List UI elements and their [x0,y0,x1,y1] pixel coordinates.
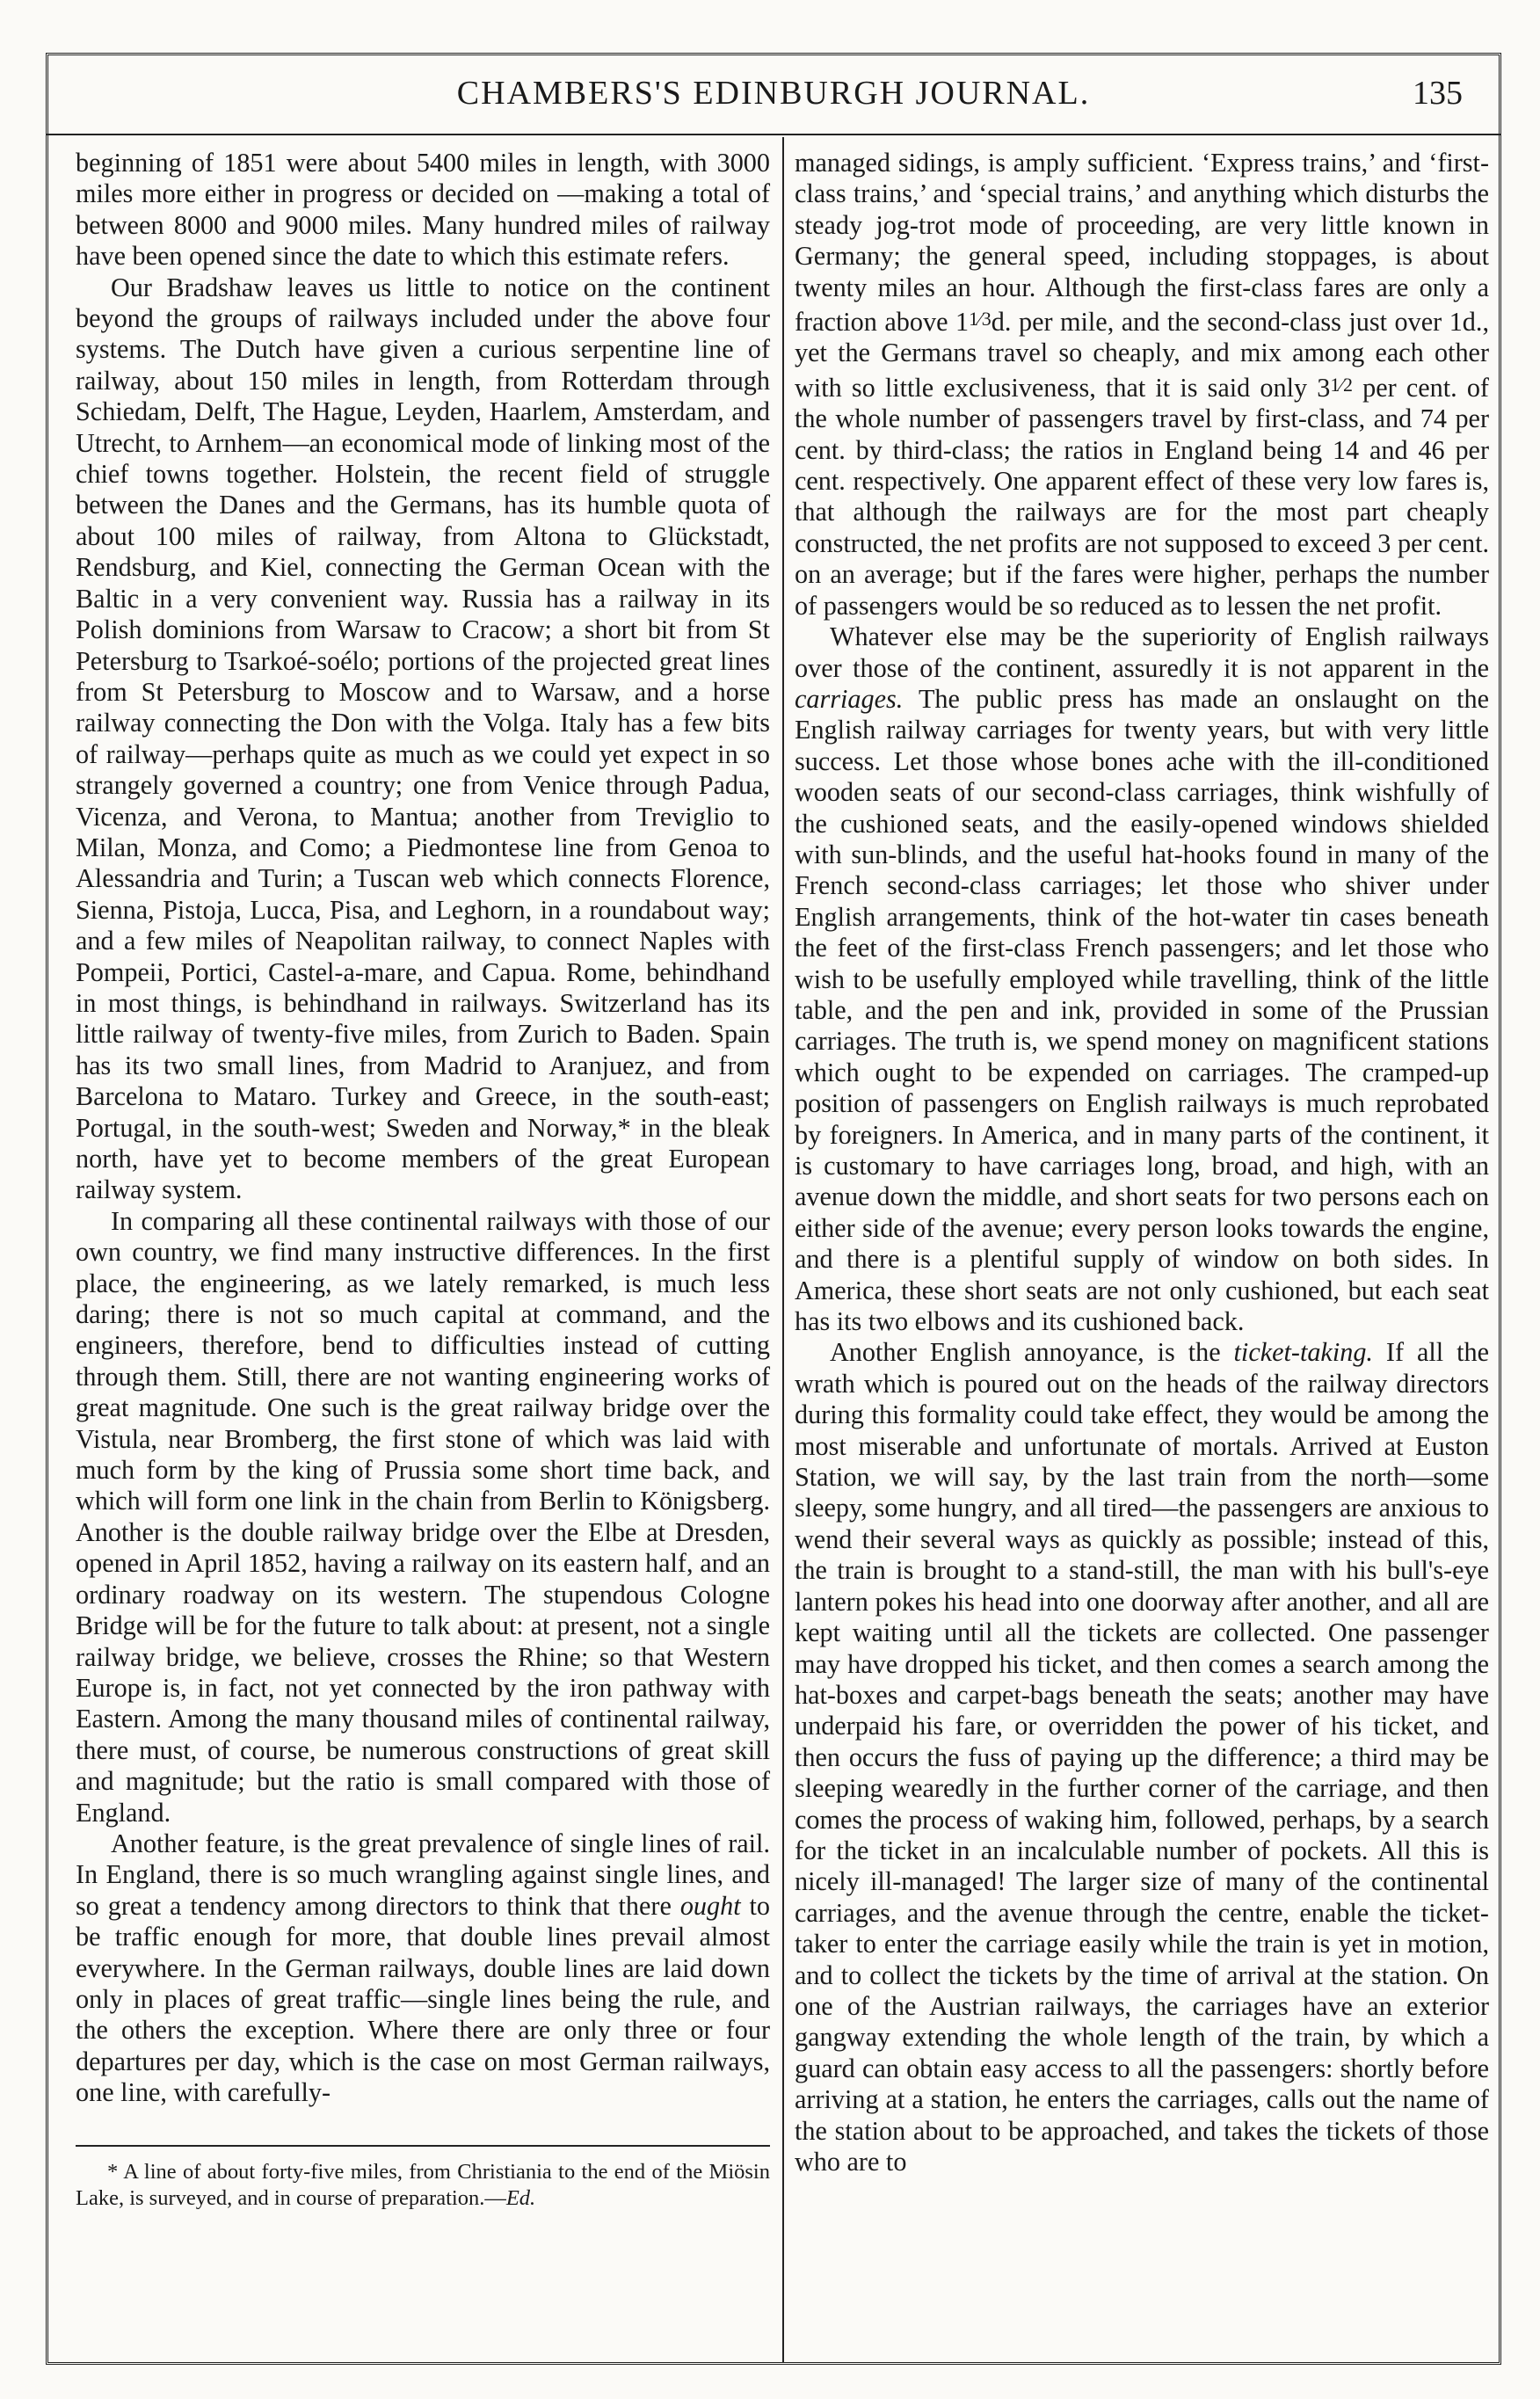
journal-title: CHAMBERS'S EDINBURGH JOURNAL. [456,75,1091,112]
paragraph [795,1337,1489,2177]
text-run: Another feature, is the great prevalence of single lines of rail. In England, there is so much wrangling against single lines, and so great a tendency among directors to think that there [76,1828,770,1921]
emphasis: carriages. [795,683,904,714]
paragraph [795,622,1489,1337]
column-divider [782,137,784,2363]
footnote-rule [76,2145,770,2147]
paragraph: beginning of 1851 were about 5400 miles in length, with 3000 miles more either in progress or decided on —making a total of between 8000 and 9000 miles. Many hundred miles of railway have been opened since the date to which this estimate refers. [76,148,770,272]
text-run: managed sidings, is amply sufficient. ‘Express trains,’ and ‘first-class trains,’ and ‘special trains,’ and anything which disturbs the steady jog-trot mode of proceeding, are very little known in Germany; the general speed, including stoppages, is about twenty miles an hour. Although the first-class fares are only a fraction above 1 [795,148,1489,338]
paragraph [76,1828,770,2109]
text-run: per cent. of the whole number of passengers travel by first-class, and 74 per cent. by third-class; the ratios in England being 14 and 46 per cent. respectively. One apparent effect of these very low fares is, that although the railways are for the most part cheaply constructed, the net profits are not supposed to exceed 3 per cent. on an average; but if the fares were higher, perhaps the number of passengers would be so reduced as to lessen the net profit. [795,372,1489,621]
footnote [76,2159,770,2212]
text-run: If all the wrath which is poured out on the heads of the railway directors during this formality could take effect, they would be among the most miserable and unfortunate of mortals. Arrived at Euston Station, we will say, by the last train from the north—some sleepy, some hungry, and all tired—the passengers are anxious to wend their several ways as quickly as possible; instead of this, the train is brought to a stand-still, the man with his bull's-eye lantern pokes his head into one doorway after another, and all are kept waiting until all the tickets are collected. One passenger may have dropped his ticket, and then comes a search among the hat-boxes and carpet-bags beneath the seats; another may have underpaid his fare, or overridden the power of his ticket, and then occurs the fuss of paying up the difference; a third may be sleeping wearedly in the further corner of the carriage, and then comes the process of waking him, followed, perhaps, by a search for the ticket in an incalculable number of pockets. All this is nicely ill-managed! The larger size of many of the continental carriages, and the avenue through the centre, enable the ticket-taker to enter the carriage easily while the train is yet in motion, and to collect the tickets by the time of arrival at the station. On one of the Austrian railways, the carriages have an exterior gangway extending the whole length of the train, by which a guard can obtain easy access to all the passengers: shortly before arriving at a station, he enters the carriages, calls out the name of the station about to be approached, and takes the tickets of those who are to [795,1337,1489,2177]
text-run: The public press has made an onslaught on the English railway carriages for twenty years, but with very little success. Let those whose bones ache with the ill-conditioned wooden seats of our second-class carriages, think wishfully of the cushioned seats, and the easily-opened windows shielded with sun-blinds, and the useful hat-hooks found in many of the French second-class carriages; let those who shiver under English arrangements, think of the hot-water tin cases beneath the feet of the first-class French passengers; and let those who wish to be usefully employed while travelling, think of the little table, and the pen and ink, provided in some of the Prussian carriages. The truth is, we spend money on magnificent stations which ought to be expended on carriages. The cramped-up position of passengers on English railways is much reprobated by foreigners. In America, and in many parts of the continent, it is customary to have carriages long, broad, and high, with an avenue down the middle, and short seats for two persons each on either side of the avenue; every person looks towards the engine, and there is a plentiful supply of window on both sides. In America, these short seats are not only cushioned, but each seat has its two elbows and its cushioned back. [795,683,1489,1337]
emphasis: ought [679,1890,741,1921]
text-run: Another English annoyance, is the [830,1337,1234,1368]
running-header [46,55,1501,135]
footnote-editor: Ed. [505,2186,536,2210]
emphasis: ticket-taking. [1233,1337,1373,1368]
paragraph: In comparing all these continental railways with those of our own country, we find many instructive differences. In the first place, the engineering, as we lately remarked, is much less daring; there is not so much capital at command, and the engineers, therefore, bend to difficulties instead of cutting through them. Still, there are not wanting engineering works of great magnitude. One such is the great railway bridge over the Vistula, near Bromberg, the first stone of which was laid with much form by the king of Prussia some short time back, and which will form one link in the chain from Berlin to Königsberg. Another is the double railway bridge over the Elbe at Dresden, opened in April 1852, having a railway on its eastern half, and an ordinary roadway on its western. The stupendous Cologne Bridge will be for the future to talk about: at present, not a single railway bridge, we believe, crosses the Rhine; so that Western Europe is, in fact, not yet connected by the iron pathway with Eastern. Among the many thousand miles of continental railway, there must, of course, be numerous constructions of great skill and magnitude; but the ratio is small compared with those of England. [76,1205,770,1828]
fraction: 1⁄3 [969,308,992,331]
fraction: 1⁄2 [1330,373,1354,396]
page-number: 135 [1413,75,1463,112]
text-run: Whatever else may be the superiority of English railways over those of the continent, assuredly it is not apparent in the [795,622,1489,683]
footnote-text: * A line of about forty-five miles, from Christiania to the end of the Miösin Lake, is surveyed, and in course of preparation.— [76,2160,770,2210]
paragraph [795,148,1489,622]
text-run: d. per mile, and the second-class just over 1d., yet the Germans travel so cheaply, and mix among each other with so little exclusiveness, that it is said only 3 [795,307,1489,403]
right-column [795,148,1489,2177]
text-run: to be traffic enough for more, that double lines prevail almost everywhere. In the German railways, double lines are laid down only in places of great traffic—single lines being the rule, and the others the exception. Where there are only three or four departures per day, which is the case on most German railways, one line, with carefully- [76,1890,770,2108]
paragraph: Our Bradshaw leaves us little to notice on the continent beyond the groups of railways included under the above four systems. The Dutch have given a curious serpentine line of railway, about 150 miles in length, from Rotterdam through Schiedam, Delft, The Hague, Leyden, Haarlem, Amsterdam, and Utrecht, to Arnhem—an economical mode of linking most of the chief towns together. Holstein, the recent field of struggle between the Danes and the Germans, has its humble quota of about 100 miles of railway, from Altona to Glückstadt, Rendsburg, and Kiel, connecting the German Ocean with the Baltic in a very convenient way. Russia has a railway in its Polish dominions from Warsaw to Cracow; a short bit from St Petersburg to Tsarkoé-soélo; portions of the projected great lines from St Petersburg to Moscow and to Warsaw, and a horse railway connecting the Don with the Volga. Italy has a few bits of railway—perhaps quite as much as we could yet expect in so strangely governed a country; one from Venice through Padua, Vicenza, and Verona, to Mantua; another from Treviglio to Milan, Monza, and Como; a Piedmontese line from Genoa to Alessandria and Turin; a Tuscan web which connects Florence, Sienna, Pistoja, Lucca, Pisa, and Leghorn, in a roundabout way; and a few miles of Neapolitan railway, to connect Naples with Pompeii, Portici, Castel-a-mare, and Capua. Rome, behindhand in most things, is behindhand in railways. Switzerland has its little railway of twenty-five miles, from Zurich to Baden. Spain has its two small lines, from Madrid to Aranjuez, and from Barcelona to Mataro. Turkey and Greece, in the south-east; Portugal, in the south-west; Sweden and Norway,* in the bleak north, have yet to become members of the great European railway system. [76,272,770,1205]
left-column [76,148,770,2109]
